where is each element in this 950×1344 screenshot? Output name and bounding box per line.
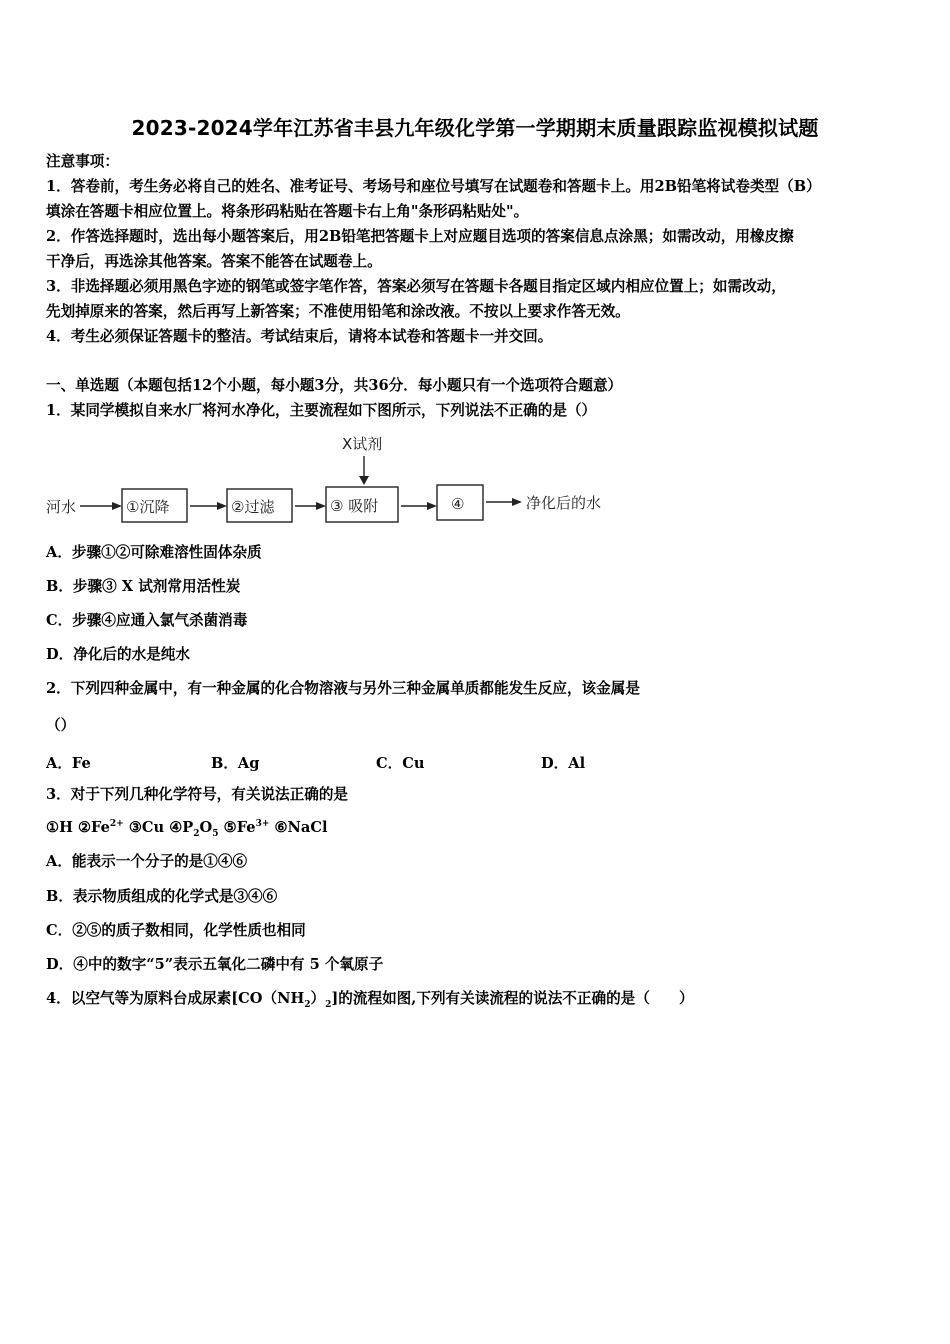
arrow-3-head xyxy=(316,502,326,510)
diagram-step1-label: ①沉降 xyxy=(126,498,170,516)
page-title: 2023-2024学年江苏省丰县九年级化学第一学期期末质量跟踪监视模拟试题 xyxy=(131,116,819,140)
q3-stem: 3．对于下列几种化学符号，有关说法正确的是 xyxy=(46,786,349,803)
note-line-1: 1．答卷前，考生务必将自己的姓名、准考证号、考场号和座位号填写在试题卷和答题卡上。用2B铅笔将试卷类型（B） xyxy=(46,178,821,195)
q2-option-a: A．Fe xyxy=(46,755,91,772)
symbol-4: $④P_2O_5$ xyxy=(169,819,219,839)
note-line-4: 干净后，再选涂其他答案。答案不能答在试题卷上。 xyxy=(46,253,382,270)
q2-option-b: B．Ag xyxy=(211,755,260,772)
section-heading: 一、单选题（本题包括12个小题，每小题3分，共36分．每小题只有一个选项符合题意） xyxy=(46,377,623,394)
water-purification-diagram xyxy=(40,430,660,530)
note-line-5: 3．非选择题必须用黑色字迹的钢笔或签字笔作答，答案必须写在答题卡各题目指定区域内相应位置上；如需改动， xyxy=(46,278,786,295)
arrow-5-head xyxy=(512,498,522,506)
q1-option-a: A．步骤①②可除难溶性固体杂质 xyxy=(46,544,262,561)
q1-stem: 1．某同学模拟自来水厂将河水净化，主要流程如下图所示，下列说法不正确的是（） xyxy=(46,402,597,419)
note-line-2: 填涂在答题卡相应位置上。将条形码粘贴在答题卡右上角"条形码粘贴处"。 xyxy=(46,203,529,220)
symbol-6: ⑥NaCl xyxy=(274,819,328,836)
diagram-step4-label: ④ xyxy=(451,495,465,513)
q1-option-d: D．净化后的水是纯水 xyxy=(46,646,191,663)
note-line-3: 2．作答选择题时，选出每小题答案后，用2B铅笔把答题卡上对应题目选项的答案信息点涂黑；如需改动，用橡皮擦 xyxy=(46,228,794,245)
reagent-arrow-head xyxy=(359,476,369,485)
q2-stem: 2．下列四种金属中，有一种金属的化合物溶液与另外三种金属单质都能发生反应，该金属是 xyxy=(46,680,640,697)
symbol-5: $⑤Fe^{3+}$ xyxy=(223,819,270,836)
arrow-1-head xyxy=(112,502,122,510)
note-line-6: 先划掉原来的答案，然后再写上新答案；不准使用铅笔和涂改液。不按以上要求作答无效。 xyxy=(46,303,630,320)
symbol-1: ①H xyxy=(46,819,73,836)
diagram-reagent-label: X试剂 xyxy=(342,435,383,453)
q3-symbols xyxy=(46,818,328,838)
symbol-3: ③Cu xyxy=(128,819,165,836)
q3-option-c: C．②⑤的质子数相同，化学性质也相同 xyxy=(46,922,306,939)
q4-stem: 4．以空气等为原料台成尿素$[CO(NH_2)_2]$的流程如图,下列有关读流程的说法不正确的是（ ） xyxy=(46,990,694,1010)
q2-option-c: C．Cu xyxy=(376,755,425,772)
diagram-step2-label: ②过滤 xyxy=(231,498,275,516)
notes-heading: 注意事项： xyxy=(46,153,119,170)
q1-option-b: B．步骤③ X 试剂常用活性炭 xyxy=(46,578,241,595)
q2-option-d: D．Al xyxy=(541,755,586,772)
arrow-4-head xyxy=(427,502,437,510)
diagram-start-label: 河水 xyxy=(46,498,77,516)
note-line-7: 4．考生必须保证答题卡的整洁。考试结束后，请将本试卷和答题卡一并交回。 xyxy=(46,328,553,345)
arrow-2-head xyxy=(217,502,227,510)
symbol-2: $②Fe^{2+}$ xyxy=(77,819,124,836)
q1-option-c: C．步骤④应通入氯气杀菌消毒 xyxy=(46,612,248,629)
q3-option-a: A．能表示一个分子的是①④⑥ xyxy=(46,853,248,870)
diagram-step3-label: ③ 吸附 xyxy=(330,497,379,515)
q2-paren: （） xyxy=(46,717,76,734)
diagram-end-label: 净化后的水 xyxy=(526,494,602,512)
q3-option-b: B．表示物质组成的化学式是③④⑥ xyxy=(46,888,278,905)
q3-option-d: D．④中的数字“5”表示五氧化二磷中有 5 个氧原子 xyxy=(46,956,384,973)
